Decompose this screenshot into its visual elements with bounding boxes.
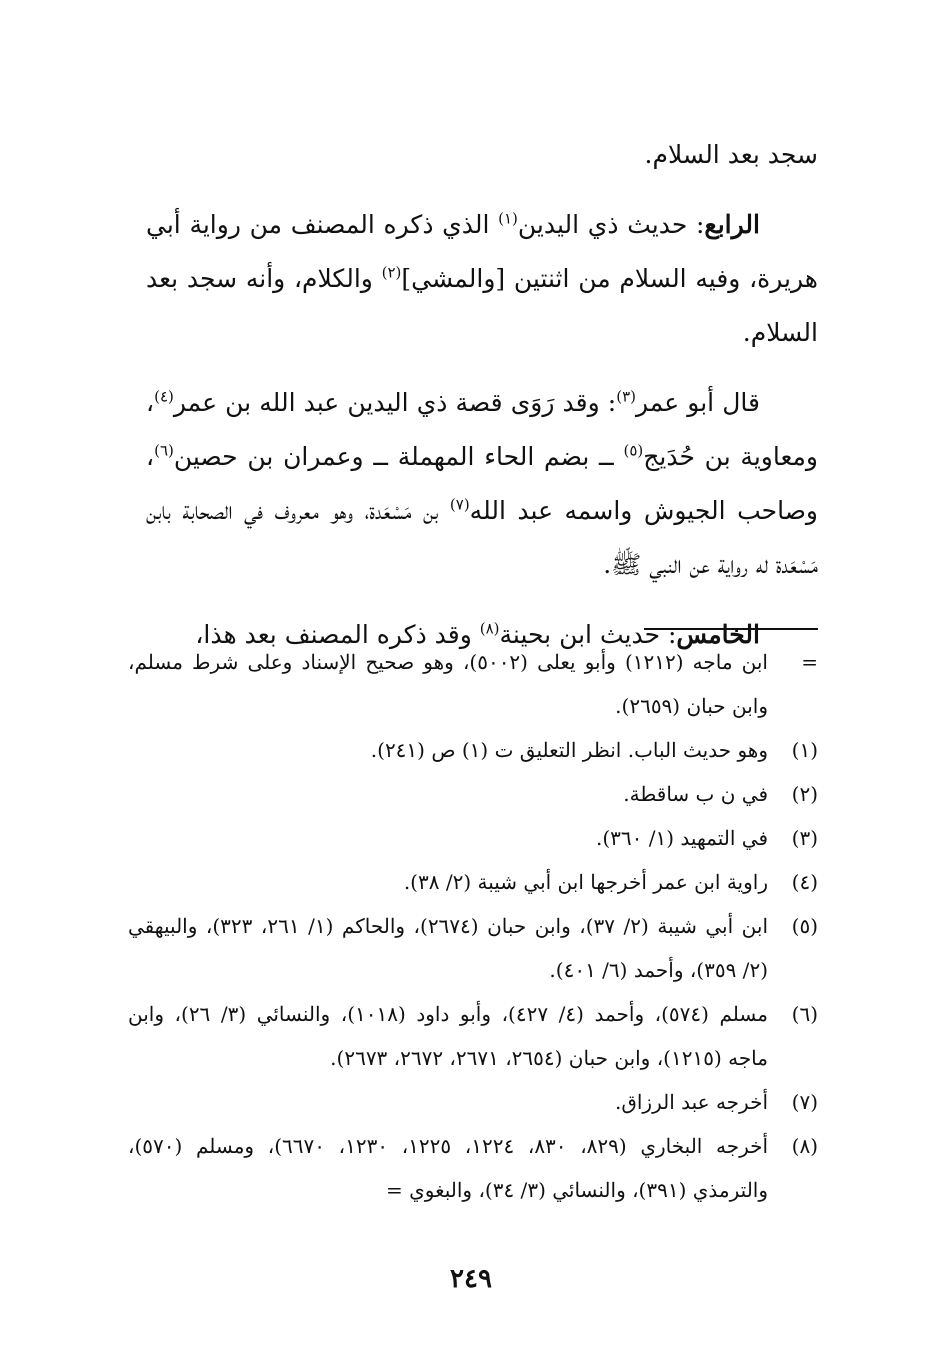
- paragraph-2-text-b: الذي ذكره المصنف من رواية أبي هريرة، وفيه السلام من اثنتين [والمشي]: [146, 210, 818, 293]
- footnotes: [128, 640, 818, 1212]
- footnote-ref-2[interactable]: (٢): [381, 263, 402, 282]
- page-number: ٢٤٩: [450, 1264, 492, 1294]
- footnote-ref-1[interactable]: (١): [498, 209, 518, 228]
- footnote-number: (٢): [791, 782, 818, 806]
- footnote-ref-7[interactable]: (٧): [449, 495, 470, 514]
- section-label-fourth: الرابع: [704, 210, 760, 239]
- footnote-number: (٦): [791, 1002, 818, 1026]
- main-text: [146, 128, 818, 662]
- footnote-number: (٧): [791, 1090, 818, 1114]
- footnote-text: في التمهيد (١/ ٣٦٠).: [595, 826, 768, 850]
- footnote-7: [128, 1080, 818, 1124]
- footnote-text: وهو حديث الباب. انظر التعليق ت (١) ص (٢٤١).: [370, 738, 768, 762]
- paragraph-3-text-c: ، ومعاوية بن حُدَيج: [146, 388, 818, 471]
- footnote-separator: [644, 628, 818, 630]
- footnote-text: أخرجه عبد الرزاق.: [615, 1090, 768, 1114]
- footnote-6: [128, 992, 818, 1080]
- footnote-text: أخرجه البخاري (٨٢٩، ٨٣٠، ١٢٢٤، ١٢٢٥، ١٢٣٠، ٦٦٧٠)، ومسلم (٥٧٠)، والترمذي (٣٩١)، والنسائي (٣/ ٣٤)، والبغوي =: [128, 1134, 769, 1202]
- footnote-2: [128, 772, 818, 816]
- footnote-ref-4[interactable]: (٤): [154, 387, 174, 406]
- footnote-number: (٨): [791, 1134, 818, 1158]
- paragraph-3-text-a: قال أبو عمر: [636, 388, 760, 417]
- paragraph-1-text: سجد بعد السلام.: [644, 140, 818, 169]
- paragraph-2-text-c: والكلام، وأنه سجد بعد السلام.: [146, 264, 818, 347]
- footnote-8: [128, 1124, 818, 1212]
- footnote-number: (٥): [791, 914, 818, 938]
- footnote-ref-5[interactable]: (٥): [623, 441, 644, 460]
- footnote-1: [128, 728, 818, 772]
- paragraph-3-text-f: بن مَسْعَدة، وهو معروف في الصحابة بابن مَسْعَدة له رواية عن النبي ﷺ.: [146, 496, 818, 579]
- footnote-text: راوية ابن عمر أخرجها ابن أبي شيبة (٢/ ٣٨).: [403, 870, 768, 894]
- footnote-continued: [128, 640, 818, 728]
- paragraph-4-text-a: : حديث ابن بحينة: [499, 620, 677, 649]
- footnote-continued-mark: =: [801, 650, 818, 674]
- footnote-number: (١): [791, 738, 818, 762]
- footnote-continued-text: ابن ماجه (١٢١٢) وأبو يعلى (٥٠٠٢)، وهو صحيح الإسناد وعلى شرط مسلم، وابن حبان (٢٦٥٩).: [128, 650, 768, 718]
- footnote-text: ابن أبي شيبة (٢/ ٣٧)، وابن حبان (٢٦٧٤)، والحاكم (١/ ٢٦١، ٣٢٣)، والبيهقي (٢/ ٣٥٩)، وأحمد (٦/ ٤٠١).: [128, 914, 769, 982]
- footnote-5: [128, 904, 818, 992]
- paragraph-3-text-b: : وقد رَوَى قصة ذي اليدين عبد الله بن عمر: [173, 388, 617, 417]
- paragraph-3: [146, 376, 818, 592]
- section-label-fifth: الخامس: [676, 620, 760, 649]
- footnote-number: (٤): [791, 870, 818, 894]
- footnote-3: [128, 816, 818, 860]
- footnote-ref-8[interactable]: (٨): [479, 619, 500, 638]
- paragraph-3-text-d: ــ بضم الحاء المهملة ــ وعمران بن حصين: [173, 442, 624, 471]
- paragraph-3-text-e: ، وصاحب الجيوش واسمه عبد الله: [146, 442, 818, 525]
- paragraph-2: [146, 198, 818, 360]
- paragraph-2-text-a: : حديث ذي اليدين: [517, 210, 705, 239]
- paragraph-1: [146, 128, 818, 182]
- footnote-ref-3[interactable]: (٣): [616, 387, 637, 406]
- footnote-number: (٣): [791, 826, 818, 850]
- footnote-text: في ن ب ساقطة.: [623, 782, 768, 806]
- footnote-ref-6[interactable]: (٦): [154, 441, 174, 460]
- footnote-text: مسلم (٥٧٤)، وأحمد (٤/ ٤٢٧)، وأبو داود (١٠١٨)، والنسائي (٣/ ٢٦)، وابن ماجه (١٢١٥)، وابن حبان (٢٦٥٤، ٢٦٧١، ٢٦٧٢، ٢٦٧٣).: [128, 1002, 768, 1070]
- footnote-4: [128, 860, 818, 904]
- paragraph-4-text-b: وقد ذكره المصنف بعد هذا،: [195, 620, 480, 649]
